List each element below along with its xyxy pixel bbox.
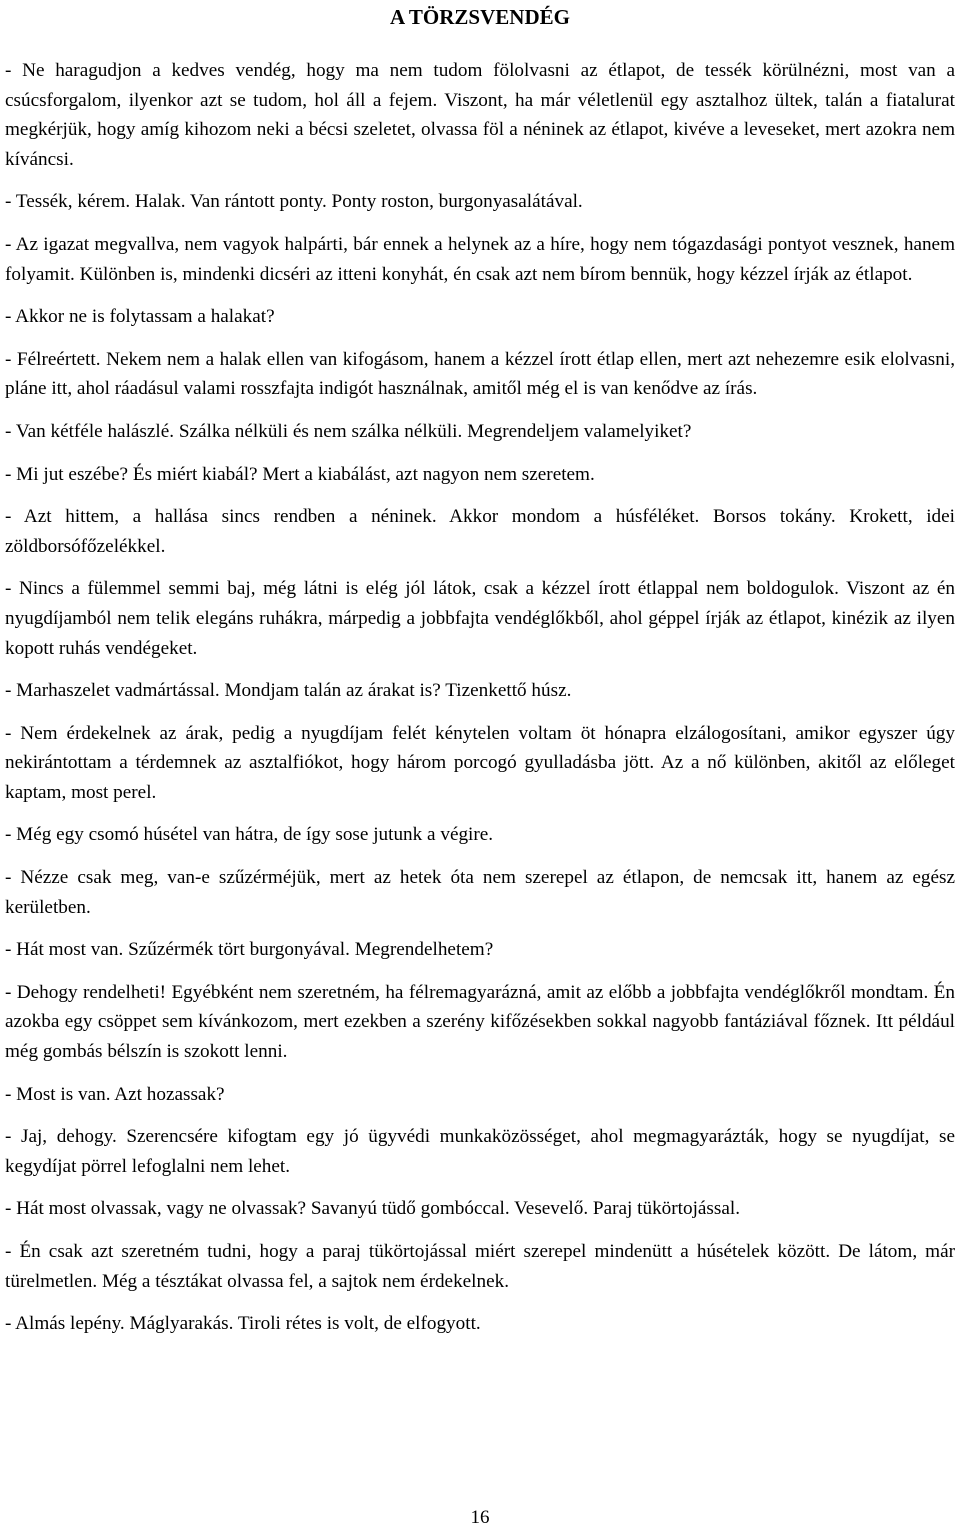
paragraph: - Nincs a fülemmel semmi baj, még látni is elég jól látok, csak a kézzel írott étlappal nem boldogulok. Viszont az én nyugdíjamból nem telik elegáns ruhákra, márpedig a jobbfajta vendéglőkből, ahol géppel írják az étlapot, kinézik az ilyen kopott ruhás vendégeket. — [5, 578, 955, 659]
document-body — [5, 56, 955, 1352]
paragraph: - Mi jut eszébe? És miért kiabál? Mert a kiabálást, azt nagyon nem szeretem. — [5, 463, 595, 485]
paragraph: - Az igazat megvallva, nem vagyok halpárti, bár ennek a helynek az a híre, hogy nem tógazdasági pontyot vesznek, hanem folyamit. Különben is, mindenki dicséri az itteni konyhát, én csak azt nem bírom bennük, hogy kézzel írják az étlapot. — [5, 233, 955, 285]
paragraph: - Azt hittem, a hallása sincs rendben a néninek. Akkor mondom a húsféléket. Borsos tokány. Krokett, idei zöldborsófőzelékkel. — [5, 506, 955, 557]
document-title: A TÖRZSVENDÉG — [390, 5, 570, 29]
paragraph: - Dehogy rendelheti! Egyébként nem szeretném, ha félremagyarázná, amit az előbb a jobbfajta vendéglőkről mondtam. Én azokba egy csöppet sem kívánkozom, mert ezekben a szerény kifőzésekben sokkal nagyobb fantáziával főznek. Itt például még gombás bélszín is szokott lenni. — [5, 981, 955, 1063]
paragraph: - Hát most van. Szűzérmék tört burgonyával. Megrendelhetem? — [5, 939, 494, 961]
paragraph: - Én csak azt szeretném tudni, hogy a paraj tükörtojással miért szerepel mindenütt a húsételek között. De látom, már türelmetlen. Még a tésztákat olvassa fel, a sajtok nem érdekelnek. — [5, 1241, 955, 1292]
paragraph: - Félreértett. Nekem nem a halak ellen van kifogásom, hanem a kézzel írott étlap ellen, mert azt nehezemre esik elolvasni, pláne itt, ahol ráadásul valami rosszfajta indigót használnak, amitől még el is van kenődve az írás. — [5, 348, 955, 400]
paragraph: - Jaj, dehogy. Szerencsére kifogtam egy jó ügyvédi munkaközösséget, ahol megmagyarázták, hogy se nyugdíjat, se kegydíjat pörrel lefoglalni nem lehet. — [5, 1126, 955, 1177]
paragraph: - Hát most olvassak, vagy ne olvassak? Savanyú tüdő gombóccal. Vesevelő. Paraj tükörtojással. — [5, 1198, 741, 1220]
paragraph: - Akkor ne is folytassam a halakat? — [5, 306, 275, 328]
paragraph: - Almás lepény. Máglyarakás. Tiroli rétes is volt, de elfogyott. — [5, 1313, 481, 1335]
paragraph: - Nézze csak meg, van-e szűzérméjük, mert az hetek óta nem szerepel az étlapon, de nemcsak itt, hanem az egész kerületben. — [5, 867, 955, 918]
paragraph: - Nem érdekelnek az árak, pedig a nyugdíjam felét kénytelen voltam öt hónapra elzálogosítani, amikor egyszer úgy nekirántottam a térdemnek az asztalfiókot, hogy három porcogó gyulladásba jött. Az a nő különben, akitől az előleget kaptam, most perel. — [5, 722, 955, 803]
paragraph: - Van kétféle halászlé. Szálka nélküli és nem szálka nélküli. Megrendeljem valamelyiket? — [5, 420, 692, 442]
paragraph: - Marhaszelet vadmártással. Mondjam talán az árakat is? Tizenkettő húsz. — [5, 680, 572, 702]
paragraph: - Még egy csomó húsétel van hátra, de így sose jutunk a végire. — [5, 824, 494, 846]
paragraph: - Most is van. Azt hozassak? — [5, 1083, 225, 1105]
paragraph: - Ne haragudjon a kedves vendég, hogy ma nem tudom fölolvasni az étlapot, de tessék körülnézni, most van a csúcsforgalom, ilyenkor azt se tudom, hol áll a fejem. Viszont, ha már véletlenül egy asztalhoz ültek, talán a fiatalurat megkérjük, hogy amíg kihozom neki a bécsi szeletet, olvassa föl a néninek az étlapot, kivéve a leveseket, mert azokra nem kíváncsi. — [5, 60, 955, 170]
paragraph: - Tessék, kérem. Halak. Van rántott ponty. Ponty roston, burgonyasalátával. — [5, 191, 583, 213]
page-number: 16 — [470, 1507, 490, 1528]
document-page — [5, 0, 955, 34]
